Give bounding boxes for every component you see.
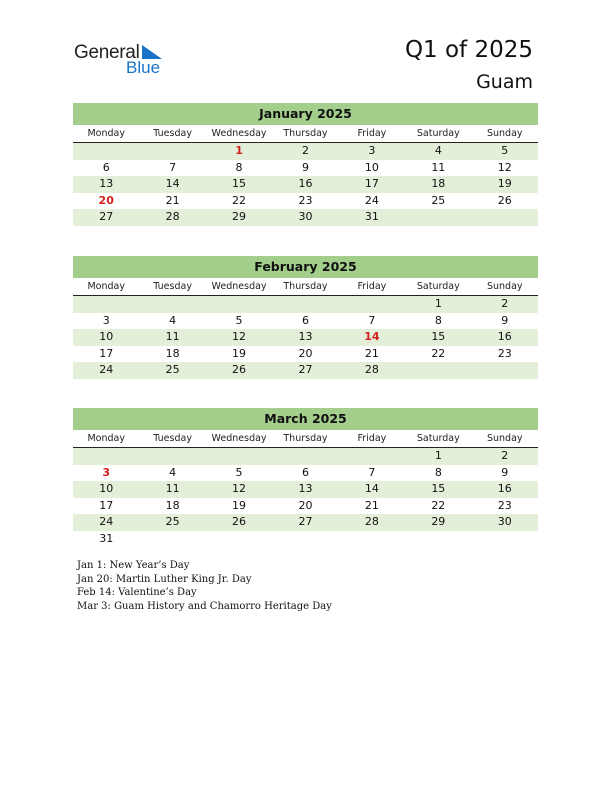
date-cell: 6 (102, 160, 110, 174)
date-cell: 7 (368, 313, 376, 327)
date-cell: 4 (169, 313, 177, 327)
date-cell: 27 (99, 210, 114, 223)
date-cell: 10 (99, 330, 114, 343)
weekday-label: Friday (357, 433, 387, 444)
date-cell: 13 (298, 482, 313, 495)
date-cell: 23 (497, 346, 512, 360)
logo (74, 42, 174, 78)
weekday-label: Tuesday (153, 281, 192, 292)
date-cell: 28 (165, 210, 180, 223)
empty-date-cell (339, 531, 405, 548)
date-cell: 25 (431, 193, 446, 207)
empty-date-cell (272, 448, 338, 465)
date-cell: 6 (301, 465, 309, 479)
date-cell: 24 (99, 515, 114, 528)
date-cell: 2 (301, 144, 309, 157)
month-january (73, 103, 538, 226)
empty-date-cell (206, 531, 272, 548)
date-cell: 7 (368, 465, 376, 479)
date-cell: 20 (298, 498, 313, 512)
empty-date-cell (73, 296, 139, 313)
holiday-notes (77, 559, 332, 613)
weekday-label: Monday (87, 128, 125, 139)
week-row (73, 465, 538, 482)
date-cell: 21 (165, 193, 180, 207)
date-cell: 29 (431, 515, 446, 528)
date-cell: 5 (235, 465, 243, 479)
date-cell: 25 (165, 363, 180, 376)
date-cell: 12 (232, 482, 247, 495)
date-cell: 18 (431, 177, 446, 190)
weekday-label: Wednesday (211, 281, 267, 292)
date-cell: 25 (165, 515, 180, 528)
date-cell: 21 (364, 498, 379, 512)
weekday-label: Saturday (416, 281, 460, 292)
date-cell: 11 (165, 330, 180, 343)
date-cell: 10 (99, 482, 114, 495)
holiday-note: Mar 3: Guam History and Chamorro Heritage Day (77, 600, 332, 612)
weekday-label: Sunday (486, 128, 523, 139)
logo-triangle-icon (142, 45, 162, 59)
date-cell: 27 (298, 515, 313, 528)
date-cell: 15 (431, 482, 446, 495)
date-cell: 5 (501, 144, 509, 157)
empty-date-cell (339, 296, 405, 313)
date-cell: 8 (434, 313, 442, 327)
week-row (73, 346, 538, 363)
date-cell: 30 (298, 210, 313, 223)
empty-date-cell (139, 448, 205, 465)
date-cell: 19 (497, 177, 512, 190)
date-cell: 26 (497, 193, 512, 207)
date-cell: 19 (232, 346, 247, 360)
empty-date-cell (206, 296, 272, 313)
week-row (73, 514, 538, 531)
date-cell: 27 (298, 363, 313, 376)
empty-date-cell (272, 296, 338, 313)
date-cell: 26 (232, 363, 247, 376)
empty-date-cell (139, 143, 205, 160)
week-row (73, 498, 538, 515)
date-cell: 24 (364, 193, 379, 207)
week-row (73, 143, 538, 160)
weekday-label: Thursday (283, 281, 328, 292)
date-cell: 4 (434, 144, 442, 157)
empty-date-cell (73, 143, 139, 160)
date-cell: 8 (434, 465, 442, 479)
date-cell: 5 (235, 313, 243, 327)
week-row (73, 481, 538, 498)
date-cell: 31 (99, 531, 114, 545)
date-cell: 14 (364, 482, 379, 495)
empty-date-cell (405, 362, 471, 379)
empty-date-cell (405, 531, 471, 548)
date-cell: 23 (298, 193, 313, 207)
empty-date-cell (339, 448, 405, 465)
page-title: Q1 of 2025 (404, 37, 533, 63)
date-cell: 6 (301, 313, 309, 327)
date-cell: 16 (497, 482, 512, 495)
month-march (73, 408, 538, 547)
month-title: February 2025 (73, 256, 538, 278)
logo-blue-text: Blue (126, 58, 161, 77)
empty-date-cell (139, 531, 205, 548)
holiday-date-cell: 1 (235, 144, 243, 157)
date-cell: 30 (497, 515, 512, 528)
week-row (73, 160, 538, 177)
week-row (73, 531, 538, 548)
date-cell: 18 (165, 498, 180, 512)
empty-date-cell (472, 209, 538, 226)
holiday-note: Jan 20: Martin Luther King Jr. Day (77, 573, 252, 585)
week-row (73, 296, 538, 313)
date-cell: 23 (497, 498, 512, 512)
date-cell: 19 (232, 498, 247, 512)
month-title: March 2025 (73, 408, 538, 430)
date-cell: 22 (232, 193, 247, 207)
date-cell: 20 (298, 346, 313, 360)
weekday-label: Wednesday (211, 128, 267, 139)
date-cell: 11 (165, 482, 180, 495)
date-cell: 9 (501, 465, 509, 479)
weekday-header-row (73, 278, 538, 296)
weekday-label: Friday (357, 281, 387, 292)
weekday-label: Thursday (283, 433, 328, 444)
empty-date-cell (405, 209, 471, 226)
date-cell: 4 (169, 465, 177, 479)
week-row (73, 313, 538, 330)
weekday-label: Tuesday (153, 128, 192, 139)
week-row (73, 362, 538, 379)
date-cell: 16 (298, 177, 313, 190)
week-row (73, 209, 538, 226)
date-cell: 11 (431, 160, 446, 174)
holiday-note: Jan 1: New Year’s Day (77, 560, 190, 571)
weekday-label: Saturday (416, 433, 460, 444)
date-cell: 2 (501, 449, 509, 462)
weekday-header-row (73, 125, 538, 143)
date-cell: 1 (434, 297, 442, 310)
weekday-label: Friday (357, 128, 387, 139)
holiday-date-cell: 3 (102, 465, 111, 479)
date-cell: 22 (431, 346, 446, 360)
date-cell: 31 (364, 210, 379, 223)
holiday-note: Feb 14: Valentine’s Day (77, 587, 197, 598)
date-cell: 8 (235, 160, 243, 174)
weekday-label: Sunday (486, 281, 523, 292)
date-cell: 28 (364, 515, 379, 528)
weekday-label: Saturday (416, 128, 460, 139)
weekday-label: Tuesday (153, 433, 192, 444)
date-cell: 18 (165, 346, 180, 360)
week-row (73, 329, 538, 346)
date-cell: 15 (232, 177, 247, 190)
holiday-date-cell: 20 (98, 193, 114, 207)
weekday-label: Monday (87, 281, 125, 292)
date-cell: 2 (501, 297, 509, 310)
date-cell: 24 (99, 363, 114, 376)
weekday-label: Wednesday (211, 433, 267, 444)
empty-date-cell (472, 531, 538, 548)
date-cell: 26 (232, 515, 247, 528)
weekday-header-row (73, 430, 538, 448)
logo-general-text: General (74, 42, 140, 63)
empty-date-cell (472, 362, 538, 379)
empty-date-cell (206, 448, 272, 465)
date-cell: 29 (232, 210, 247, 223)
empty-date-cell (139, 296, 205, 313)
date-cell: 14 (165, 177, 180, 190)
date-cell: 10 (364, 160, 379, 174)
date-cell: 17 (364, 177, 379, 190)
week-row (73, 448, 538, 465)
date-cell: 15 (431, 330, 446, 343)
month-february (73, 256, 538, 379)
week-row (73, 193, 538, 210)
date-cell: 17 (99, 498, 114, 512)
date-cell: 1 (434, 449, 442, 462)
empty-date-cell (73, 448, 139, 465)
empty-date-cell (272, 531, 338, 548)
date-cell: 22 (431, 498, 446, 512)
date-cell: 16 (497, 330, 512, 343)
date-cell: 9 (501, 313, 509, 327)
month-title: January 2025 (73, 103, 538, 125)
holiday-date-cell: 14 (364, 330, 380, 343)
weekday-label: Monday (87, 433, 125, 444)
date-cell: 9 (301, 160, 309, 174)
date-cell: 3 (368, 144, 376, 157)
date-cell: 13 (298, 330, 313, 343)
date-cell: 21 (364, 346, 379, 360)
weekday-label: Sunday (486, 433, 523, 444)
date-cell: 3 (102, 313, 110, 327)
date-cell: 12 (232, 330, 247, 343)
weekday-label: Thursday (283, 128, 328, 139)
date-cell: 17 (99, 346, 114, 360)
page-subtitle: Guam (476, 71, 533, 93)
date-cell: 13 (99, 177, 114, 190)
week-row (73, 176, 538, 193)
date-cell: 7 (169, 160, 177, 174)
date-cell: 12 (497, 160, 512, 174)
date-cell: 28 (364, 363, 379, 376)
